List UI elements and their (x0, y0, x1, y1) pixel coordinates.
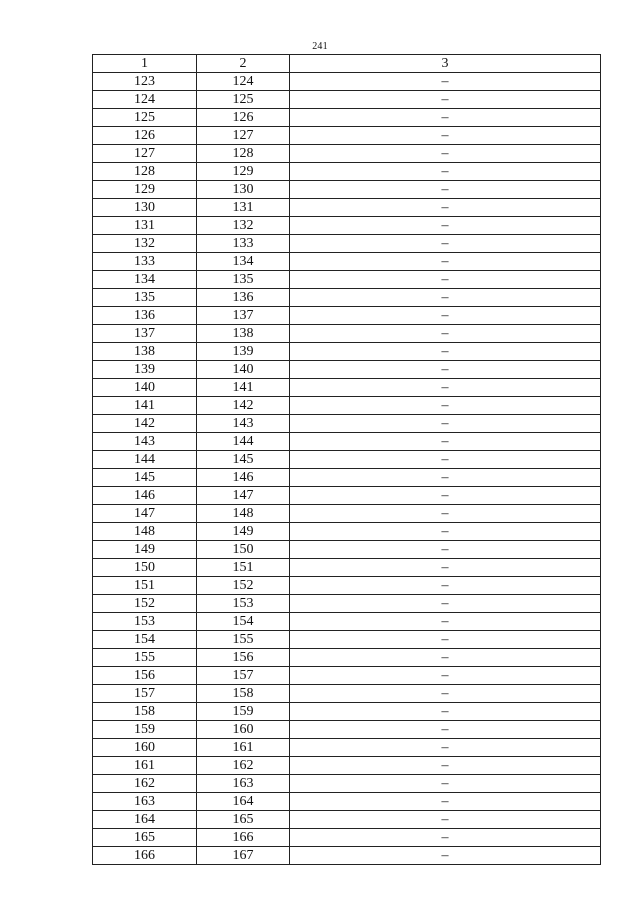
table-cell-col-2: 150 (197, 541, 290, 559)
table-cell-col-3: – (290, 451, 601, 469)
table-cell-col-3: – (290, 775, 601, 793)
table-cell-col-2: 164 (197, 793, 290, 811)
table-cell-col-3: – (290, 829, 601, 847)
table-cell-col-1: 128 (93, 163, 197, 181)
table-cell-col-1: 145 (93, 469, 197, 487)
table-cell-col-2: 149 (197, 523, 290, 541)
table-cell-col-3: – (290, 469, 601, 487)
table-cell-col-2: 131 (197, 199, 290, 217)
table-cell-col-2: 141 (197, 379, 290, 397)
table-cell-col-1: 124 (93, 91, 197, 109)
table-row (93, 451, 601, 469)
table-cell-col-1: 160 (93, 739, 197, 757)
table-cell-col-3: – (290, 397, 601, 415)
header-row (93, 55, 601, 73)
table-cell-col-3: – (290, 109, 601, 127)
table-cell-col-3: – (290, 289, 601, 307)
table-cell-col-3: – (290, 163, 601, 181)
table-cell-col-3: – (290, 667, 601, 685)
table-row (93, 829, 601, 847)
table-cell-col-1: 133 (93, 253, 197, 271)
table-body (93, 73, 601, 865)
table-row (93, 487, 601, 505)
table-cell-col-1: 161 (93, 757, 197, 775)
table-row (93, 811, 601, 829)
table-cell-col-3: – (290, 271, 601, 289)
table-row (93, 433, 601, 451)
table-row (93, 379, 601, 397)
table-cell-col-2: 143 (197, 415, 290, 433)
page-number: 241 (312, 41, 328, 52)
table-cell-col-2: 148 (197, 505, 290, 523)
table-cell-col-2: 161 (197, 739, 290, 757)
table-cell-col-2: 158 (197, 685, 290, 703)
table-cell-col-3: – (290, 217, 601, 235)
table-cell-col-1: 136 (93, 307, 197, 325)
table-cell-col-2: 138 (197, 325, 290, 343)
table-row (93, 577, 601, 595)
table-row (93, 289, 601, 307)
table-cell-col-1: 135 (93, 289, 197, 307)
table-cell-col-2: 144 (197, 433, 290, 451)
table-cell-col-2: 132 (197, 217, 290, 235)
table-cell-col-3: – (290, 703, 601, 721)
table-row (93, 739, 601, 757)
table-cell-col-1: 149 (93, 541, 197, 559)
table-cell-col-2: 163 (197, 775, 290, 793)
table-cell-col-3: – (290, 811, 601, 829)
table-cell-col-1: 164 (93, 811, 197, 829)
table-cell-col-2: 160 (197, 721, 290, 739)
table-cell-col-3: – (290, 757, 601, 775)
table-row (93, 469, 601, 487)
table-cell-col-1: 125 (93, 109, 197, 127)
table-cell-col-3: – (290, 127, 601, 145)
table-row (93, 307, 601, 325)
table-cell-col-3: – (290, 541, 601, 559)
table-cell-col-2: 167 (197, 847, 290, 865)
table-cell-col-2: 128 (197, 145, 290, 163)
table-row (93, 271, 601, 289)
table-cell-col-2: 134 (197, 253, 290, 271)
table-row (93, 559, 601, 577)
table-cell-col-1: 130 (93, 199, 197, 217)
table-cell-col-1: 139 (93, 361, 197, 379)
table-row (93, 91, 601, 109)
table-cell-col-2: 140 (197, 361, 290, 379)
table-cell-col-1: 162 (93, 775, 197, 793)
table-cell-col-3: – (290, 253, 601, 271)
table-cell-col-1: 123 (93, 73, 197, 91)
table-cell-col-3: – (290, 415, 601, 433)
table-cell-col-2: 151 (197, 559, 290, 577)
table-cell-col-3: – (290, 199, 601, 217)
table-cell-col-3: – (290, 595, 601, 613)
table-cell-col-1: 155 (93, 649, 197, 667)
table-row (93, 595, 601, 613)
table-cell-col-3: – (290, 181, 601, 199)
table-row (93, 523, 601, 541)
table-cell-col-2: 135 (197, 271, 290, 289)
data-table (92, 54, 601, 865)
table-cell-col-1: 153 (93, 613, 197, 631)
table-cell-col-3: – (290, 523, 601, 541)
table-cell-col-3: – (290, 235, 601, 253)
table-cell-col-2: 165 (197, 811, 290, 829)
table-cell-col-1: 144 (93, 451, 197, 469)
table-cell-col-1: 152 (93, 595, 197, 613)
table-cell-col-1: 132 (93, 235, 197, 253)
table-row (93, 505, 601, 523)
table-cell-col-3: – (290, 361, 601, 379)
table-cell-col-1: 146 (93, 487, 197, 505)
table-cell-col-1: 141 (93, 397, 197, 415)
table-cell-col-2: 155 (197, 631, 290, 649)
table-cell-col-2: 126 (197, 109, 290, 127)
table-row (93, 127, 601, 145)
table-row (93, 361, 601, 379)
table-cell-col-2: 152 (197, 577, 290, 595)
table-cell-col-3: – (290, 649, 601, 667)
table-header (93, 55, 601, 73)
table-cell-col-1: 157 (93, 685, 197, 703)
table-cell-col-3: – (290, 145, 601, 163)
table-cell-col-2: 157 (197, 667, 290, 685)
table-row (93, 793, 601, 811)
table-cell-col-1: 127 (93, 145, 197, 163)
table-cell-col-2: 154 (197, 613, 290, 631)
table-cell-col-2: 139 (197, 343, 290, 361)
table-cell-col-1: 151 (93, 577, 197, 595)
table-cell-col-1: 150 (93, 559, 197, 577)
table-cell-col-1: 158 (93, 703, 197, 721)
table-cell-col-1: 137 (93, 325, 197, 343)
table-row (93, 667, 601, 685)
table-cell-col-3: – (290, 721, 601, 739)
table-cell-col-1: 134 (93, 271, 197, 289)
table-row (93, 631, 601, 649)
table-cell-col-3: – (290, 325, 601, 343)
table-row (93, 253, 601, 271)
table-cell-col-2: 153 (197, 595, 290, 613)
table-cell-col-1: 142 (93, 415, 197, 433)
table-cell-col-1: 154 (93, 631, 197, 649)
table-cell-col-2: 156 (197, 649, 290, 667)
table-cell-col-2: 124 (197, 73, 290, 91)
column-header-1: 1 (93, 55, 197, 73)
table-row (93, 109, 601, 127)
table-row (93, 73, 601, 91)
table-row (93, 181, 601, 199)
table-cell-col-1: 156 (93, 667, 197, 685)
table-row (93, 757, 601, 775)
table-cell-col-2: 162 (197, 757, 290, 775)
table-cell-col-3: – (290, 307, 601, 325)
table-row (93, 541, 601, 559)
table-cell-col-3: – (290, 505, 601, 523)
table-cell-col-2: 147 (197, 487, 290, 505)
table-row (93, 145, 601, 163)
column-header-3: 3 (290, 55, 601, 73)
table-cell-col-3: – (290, 559, 601, 577)
table-cell-col-1: 166 (93, 847, 197, 865)
table-row (93, 325, 601, 343)
table-row (93, 343, 601, 361)
table-cell-col-2: 133 (197, 235, 290, 253)
table-row (93, 649, 601, 667)
table-cell-col-3: – (290, 793, 601, 811)
table-cell-col-3: – (290, 487, 601, 505)
table-cell-col-3: – (290, 739, 601, 757)
table-cell-col-2: 142 (197, 397, 290, 415)
table-cell-col-3: – (290, 847, 601, 865)
table-cell-col-3: – (290, 685, 601, 703)
table-cell-col-2: 127 (197, 127, 290, 145)
table-cell-col-2: 129 (197, 163, 290, 181)
table-row (93, 199, 601, 217)
table-cell-col-1: 140 (93, 379, 197, 397)
table-row (93, 703, 601, 721)
table-cell-col-1: 138 (93, 343, 197, 361)
table-cell-col-1: 131 (93, 217, 197, 235)
table-cell-col-1: 148 (93, 523, 197, 541)
column-header-2: 2 (197, 55, 290, 73)
table-cell-col-3: – (290, 613, 601, 631)
table-cell-col-1: 126 (93, 127, 197, 145)
table-row (93, 217, 601, 235)
table-cell-col-1: 143 (93, 433, 197, 451)
table-cell-col-3: – (290, 379, 601, 397)
table-row (93, 163, 601, 181)
table-cell-col-3: – (290, 73, 601, 91)
table-cell-col-3: – (290, 343, 601, 361)
table-cell-col-3: – (290, 433, 601, 451)
table-cell-col-2: 166 (197, 829, 290, 847)
table-row (93, 397, 601, 415)
table-cell-col-3: – (290, 631, 601, 649)
table-row (93, 235, 601, 253)
table-cell-col-1: 159 (93, 721, 197, 739)
table-cell-col-1: 163 (93, 793, 197, 811)
table-cell-col-1: 165 (93, 829, 197, 847)
table-cell-col-1: 129 (93, 181, 197, 199)
table-row (93, 685, 601, 703)
table-cell-col-2: 136 (197, 289, 290, 307)
table-row (93, 613, 601, 631)
table-row (93, 415, 601, 433)
table-cell-col-3: – (290, 577, 601, 595)
table-row (93, 775, 601, 793)
table-row (93, 721, 601, 739)
table-cell-col-2: 145 (197, 451, 290, 469)
table-cell-col-2: 137 (197, 307, 290, 325)
table-row (93, 847, 601, 865)
table-cell-col-2: 159 (197, 703, 290, 721)
table-cell-col-1: 147 (93, 505, 197, 523)
table-cell-col-2: 130 (197, 181, 290, 199)
table-cell-col-2: 125 (197, 91, 290, 109)
table-cell-col-3: – (290, 91, 601, 109)
table-cell-col-2: 146 (197, 469, 290, 487)
